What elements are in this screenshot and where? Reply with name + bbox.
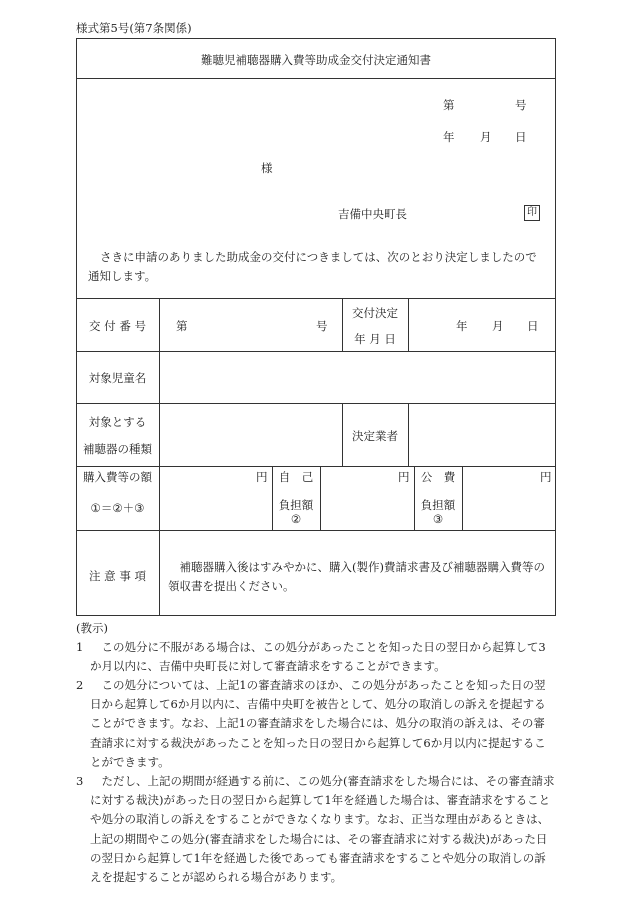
decision-month: 月 <box>492 319 504 333</box>
public-burden-mark: ③ <box>432 512 444 526</box>
notes-label: 注 意 事 項 <box>89 569 146 583</box>
decision-year: 年 <box>456 319 468 333</box>
intro-paragraph: さきに申請のありました助成金の交付につきましては、次のとおり決定しましたので通知します。 <box>88 250 537 283</box>
divider <box>408 403 409 466</box>
self-burden-yen: 円 <box>398 470 410 484</box>
issuer-name: 吉備中央町長 <box>338 207 407 221</box>
cost-label: 購入費等の額 <box>83 470 152 484</box>
self-burden-label: 自 己 <box>278 470 314 484</box>
instruction-item: 1 この処分に不服がある場合は、この処分があったことを知った日の翌日から起算して3か月以内に、吉備中央町長に対して審査請求をすることができます。 <box>76 640 546 674</box>
decision-date-label-2: 年 月 日 <box>354 332 396 346</box>
grant-number-prefix: 第 <box>176 319 188 333</box>
document-title: 難聴児補聴器購入費等助成金交付決定通知書 <box>201 53 431 67</box>
divider <box>76 351 556 352</box>
grant-number-suffix: 号 <box>316 319 328 333</box>
device-type-label: 対象とする <box>88 415 147 429</box>
instruction-item: 2 この処分については、上記1の審査請求のほか、この処分があったことを知った日の翌日から起算して6か月以内に、吉備中央町を被告として、処分の取消しの訴えを提起することができます。なお、上記1の審査請求をした場合には、処分の取消の訴えは、その審査請求に対する裁決があったことを知った日の翌日から起算して6か月以内に提起することができます。 <box>76 678 546 769</box>
divider <box>159 298 160 616</box>
self-burden-mark: ② <box>290 512 302 526</box>
decision-day: 日 <box>527 319 539 333</box>
number-suffix: 号 <box>515 98 527 112</box>
cost-yen: 円 <box>256 470 268 484</box>
seal-stamp: 印 <box>524 205 540 221</box>
divider <box>320 466 321 530</box>
public-burden-label-2: 負担額 <box>420 498 456 512</box>
date-year: 年 <box>443 130 455 144</box>
divider <box>76 298 556 299</box>
vendor-label: 決定業者 <box>352 429 398 443</box>
cost-formula: ①＝②＋③ <box>90 501 145 515</box>
form-label: 様式第5号(第7条関係) <box>76 21 192 35</box>
instruction-item: 3 ただし、上記の期間が経過する前に、この処分(審査請求をした場合には、その審査請求に対する裁決)があった日の翌日から起算して1年を経過した場合は、審査請求をすることや処分の取消しの訴えをすることができなくなります。なお、正当な理由があるときは、上記の期間やこの処分(審査請求をした場合には、その審査請求に対する裁決)があった日の翌日から起算して1年を経過した後であっても審査請求をすることや処分の取消しの訴えを提起することが認められる場合があります。 <box>76 774 555 885</box>
self-burden-label-2: 負担額 <box>278 498 314 512</box>
grant-number-label: 交 付 番 号 <box>89 319 146 333</box>
child-name-label: 対象児童名 <box>88 371 147 385</box>
divider <box>76 78 556 79</box>
number-prefix: 第 <box>443 98 455 112</box>
addressee-suffix: 様 <box>261 161 273 175</box>
divider <box>76 403 556 404</box>
divider <box>408 298 409 351</box>
divider <box>76 530 556 531</box>
device-type-label-2: 補聴器の種類 <box>83 442 152 456</box>
instructions-heading: (教示) <box>76 621 108 635</box>
public-burden-label: 公 費 <box>420 470 456 484</box>
date-month: 月 <box>480 130 492 144</box>
divider <box>76 466 556 467</box>
public-burden-yen: 円 <box>540 470 552 484</box>
date-day: 日 <box>515 130 527 144</box>
divider <box>462 466 463 530</box>
notes-text: 補聴器購入後はすみやかに、購入(製作)費請求書及び補聴器購入費等の領収書を提出ください。 <box>168 560 545 593</box>
decision-date-label: 交付決定 <box>352 306 398 320</box>
